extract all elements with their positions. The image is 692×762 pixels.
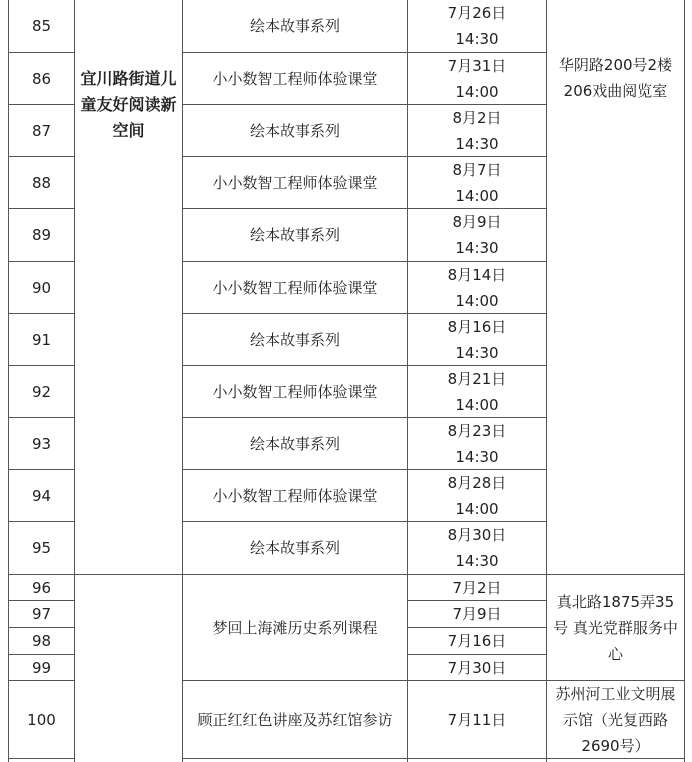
- event-time: 14:00: [455, 291, 499, 310]
- event-date: 7月11日: [447, 710, 507, 729]
- event-date: 7月30日: [447, 658, 507, 677]
- row-number: 97: [31, 605, 52, 623]
- activity-cell: 小小数智工程师体验课堂: [212, 173, 378, 192]
- activity-cell: 小小数智工程师体验课堂: [212, 69, 378, 88]
- activity-cell: 小小数智工程师体验课堂: [212, 382, 378, 401]
- event-date: 7月31日: [447, 56, 507, 75]
- event-time: 14:30: [455, 134, 499, 153]
- event-date: 8月7日: [452, 160, 502, 179]
- row-number: 95: [31, 539, 52, 557]
- event-date: 7月26日: [447, 4, 507, 22]
- row-number: 98: [31, 632, 52, 650]
- activity-cell: 绘本故事系列: [249, 330, 340, 349]
- row-number: 86: [31, 69, 52, 88]
- row-number: 100: [27, 710, 56, 729]
- event-time: 14:30: [455, 552, 499, 570]
- grid-line: [684, 0, 685, 762]
- datetime-cell: [408, 157, 546, 208]
- event-time: 14:00: [455, 82, 499, 101]
- activity-cell: 梦回上海滩历史系列课程: [212, 618, 378, 637]
- datetime-cell: [408, 105, 546, 156]
- activity-cell: 绘本故事系列: [249, 539, 340, 557]
- location-cell: 华阴路200号2楼206戏曲阅览室: [558, 55, 673, 100]
- event-time: 14:00: [455, 499, 499, 518]
- row-number: 96: [31, 578, 52, 597]
- row-number: 87: [31, 121, 52, 140]
- event-date: 8月16日: [447, 317, 507, 336]
- event-date: 8月21日: [447, 369, 507, 388]
- row-number: 89: [31, 226, 52, 244]
- row-number: 99: [31, 658, 52, 677]
- location-cell: 苏州河工业文明展示馆（光复西路2690号）: [555, 684, 676, 755]
- event-date: 8月23日: [447, 421, 507, 440]
- datetime-cell: [408, 0, 546, 52]
- event-date: 8月9日: [452, 213, 502, 231]
- event-date: 7月16日: [447, 632, 507, 650]
- row-number: 94: [31, 486, 52, 505]
- datetime-cell: [408, 53, 546, 104]
- grid-line: [8, 758, 74, 759]
- row-number: 90: [31, 278, 52, 297]
- activity-cell: 绘本故事系列: [249, 17, 340, 35]
- row-number: 88: [31, 173, 52, 192]
- event-time: 14:00: [455, 395, 499, 414]
- row-number: 92: [31, 382, 52, 401]
- datetime-cell: [408, 522, 546, 574]
- activity-cell: 小小数智工程师体验课堂: [212, 278, 378, 297]
- org-name-cell: 宜川路街道儿童友好阅读新空间: [80, 69, 177, 140]
- row-number: 85: [31, 17, 52, 35]
- event-time: 14:00: [455, 186, 499, 205]
- datetime-cell: [408, 470, 546, 521]
- event-time: 14:30: [455, 447, 499, 466]
- event-date: 7月9日: [452, 605, 502, 623]
- activity-cell: 小小数智工程师体验课堂: [212, 486, 378, 505]
- location-cell: 真北路1875弄35号 真光党群服务中心: [553, 592, 678, 663]
- datetime-cell: [408, 314, 546, 365]
- datetime-cell: [408, 262, 546, 313]
- activity-cell: 顾正红红色讲座及苏红馆参访: [197, 710, 393, 729]
- row-number: 91: [31, 330, 52, 349]
- event-time: 14:30: [455, 239, 499, 257]
- event-date: 8月14日: [447, 265, 507, 284]
- event-date: 7月2日: [452, 578, 502, 597]
- activity-cell: 绘本故事系列: [249, 226, 340, 244]
- event-time: 14:30: [455, 30, 499, 48]
- event-time: 14:30: [455, 343, 499, 362]
- activity-cell: 绘本故事系列: [249, 121, 340, 140]
- event-date: 8月30日: [447, 526, 507, 544]
- datetime-cell: [408, 209, 546, 261]
- event-date: 8月28日: [447, 473, 507, 492]
- datetime-cell: [408, 418, 546, 469]
- activity-cell: 绘本故事系列: [249, 434, 340, 453]
- event-date: 8月2日: [452, 108, 502, 127]
- row-number: 93: [31, 434, 52, 453]
- datetime-cell: [408, 366, 546, 417]
